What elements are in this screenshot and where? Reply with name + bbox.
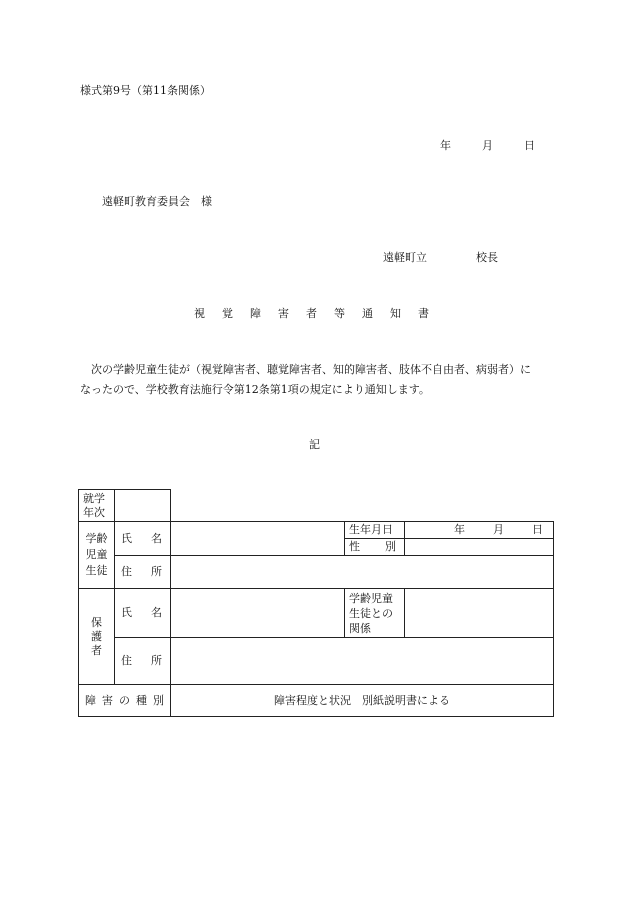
title-char: 等: [334, 307, 345, 320]
student-group-label: [79, 522, 115, 589]
title-char: 視: [194, 307, 205, 320]
enrollment-year-label: [79, 490, 115, 522]
enrollment-year-line: 就学: [83, 491, 105, 505]
label-char: 性: [349, 540, 360, 553]
label-char: 種: [136, 693, 147, 707]
gender-label: [345, 539, 405, 556]
guardian-address-value: [171, 638, 554, 685]
birth-day-unit: 日: [532, 523, 544, 536]
guardian-name-label: [115, 589, 171, 638]
disability-type-label: [79, 685, 171, 717]
label-char: 住: [121, 565, 132, 578]
title-char: 覚: [222, 307, 233, 320]
relation-label: [345, 589, 405, 638]
body-line: なったので、学校教育法施行令第12条第1項の規定により通知します。: [80, 383, 430, 396]
birth-year-unit: 年: [454, 523, 466, 536]
guardian-group-line: 保: [91, 615, 102, 629]
date-line: [440, 137, 535, 153]
label-char: 害: [102, 693, 113, 707]
student-group-line: 生徒: [85, 564, 108, 577]
label-char: 所: [151, 565, 162, 578]
enrollment-year-line: 年次: [83, 505, 105, 519]
relation-value: [405, 589, 554, 638]
birth-month-unit: 月: [493, 523, 505, 536]
guardian-address-label: [115, 638, 171, 685]
label-char: 住: [121, 654, 132, 667]
label-char: 氏: [121, 531, 132, 545]
sender-principal: 校長: [476, 251, 498, 264]
blank-area: [171, 490, 554, 522]
relation-line: 関係: [349, 621, 371, 635]
label-char: 別: [153, 693, 164, 707]
label-char: 障: [85, 693, 96, 707]
month-unit: 月: [482, 139, 493, 152]
sender-town-school: 遠軽町立: [383, 251, 427, 264]
year-unit: 年: [440, 139, 451, 152]
title-char: 通: [362, 307, 373, 320]
notification-form-table: [78, 489, 554, 717]
label-char: 名: [151, 531, 162, 545]
student-group-line: 学齢: [85, 532, 108, 545]
guardian-group-line: 護: [91, 629, 102, 643]
gender-value: [405, 539, 554, 556]
label-char: の: [119, 693, 130, 707]
birthdate-label: 生年月日: [345, 522, 405, 539]
enrollment-year-value: [115, 490, 171, 522]
student-address-label: [115, 556, 171, 589]
student-name-value: [171, 522, 345, 556]
student-name-label: [115, 522, 171, 556]
title-char: 害: [278, 307, 289, 320]
student-address-value: [171, 556, 554, 589]
form-number: 様式第9号（第11条関係）: [80, 84, 211, 97]
body-text: [80, 360, 550, 400]
student-group-line: 児童: [85, 548, 108, 561]
birthdate-value: [405, 522, 554, 539]
label-char: 所: [151, 654, 162, 667]
guardian-name-value: [171, 589, 345, 638]
body-line: 次の学齢児童生徒が（視覚障害者、聴覚障害者、知的障害者、肢体不自由者、病弱者）に: [91, 363, 531, 376]
label-char: 氏: [121, 606, 132, 619]
title-char: 知: [390, 307, 401, 320]
day-unit: 日: [524, 139, 535, 152]
label-char: 別: [385, 540, 396, 553]
title-char: 者: [306, 307, 317, 320]
addressee: 遠軽町教育委員会 様: [102, 195, 212, 208]
relation-line: 生徒との: [349, 606, 393, 620]
relation-line: 学齢児童: [349, 591, 393, 605]
guardian-group-label: [79, 589, 115, 685]
title-char: 障: [250, 307, 261, 320]
document-title: [194, 305, 438, 321]
title-char: 書: [418, 307, 429, 320]
guardian-group-line: 者: [91, 643, 102, 657]
label-char: 名: [151, 606, 162, 619]
disability-type-value: 障害程度と状況 別紙説明書による: [171, 685, 554, 717]
ki-heading: 記: [309, 438, 320, 451]
